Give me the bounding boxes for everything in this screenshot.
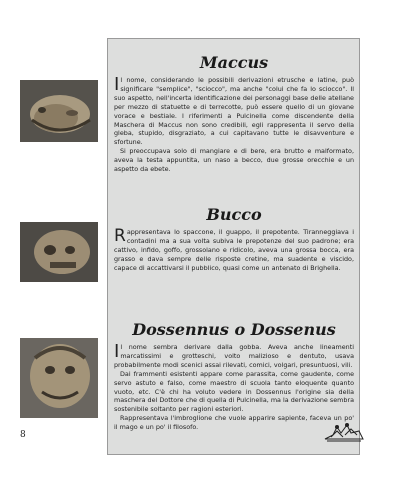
section-title-dossennus: Dossennus o Dossenus: [132, 320, 336, 339]
section-dossennus: [114, 320, 354, 432]
maccus-mask-photo: [20, 80, 98, 142]
dossennus-mask-photo: [20, 338, 98, 418]
maccus-paragraph-2: Si preoccupava solo di mangiare e di bere, era brutto e malformato, aveva la testa appuntita, un naso a becco, due grosse orecchie e un aspetto da ebete.: [114, 147, 354, 174]
bucco-text-1: appresentava lo spaccone, il guappo, il prepotente. Tiranneggiava i contadini ma a sua volta subiva le prepotenze del suo padrone; era cattivo, infido, goffo, grossolano e ridicolo, aveva una grossa bocca, era grasso e dava sempre delle risposte cretine, ma suadente e viscido, capace di accattivarsi il pubblico, quasi come un antenato di Brighella.: [114, 228, 354, 272]
dossennus-paragraph-1: [114, 343, 354, 370]
section-title-maccus: Maccus: [199, 53, 269, 72]
dossennus-paragraph-2: Dai frammenti esistenti appare come parassita, come gaudente, come servo astuto e falso, come maestro di scuola tanto eloquente quanto vuoto, etc. C'è chi ha voluto vedere in Dossennus l'origine sia della maschera del Dottore che di quella di Pulcinella, ma la derivazione sembra sostenibile soltanto per ragioni esteriori.: [114, 369, 354, 414]
maccus-text-1: l nome, considerando le possibili derivazioni etrusche e latine, può significare "semplice", "sciocco", ma anche "colui che fa lo sciocco". Il suo aspetto, nell'incerta identificazione dei personaggi base delle atellane per mezzo di statuette e di terrecotte, può essere quello di un giovane vorace e bestiale. I riferimenti a Pulcinella come discendente della Maschera di Maccus non sono credibili, egli rappresenta il servo della gleba, stupido, disgraziato, a cui capitavano tutte le disavventure e sfortune.: [114, 76, 354, 147]
dropcap: I: [114, 341, 120, 362]
page-number: 8: [20, 430, 26, 440]
dropcap: R: [114, 226, 126, 246]
dropcap: I: [114, 74, 120, 95]
bucco-paragraph-1: [114, 228, 354, 273]
section-bucco: [114, 205, 354, 273]
section-maccus: [114, 53, 354, 174]
dossennus-paragraph-3: Rappresentava l'imbroglione che vuole apparire sapiente, faceva un po' il mago e un po' il filosofo.: [114, 414, 354, 432]
decorative-mask-logo: [323, 419, 365, 443]
dossennus-text-1: l nome sembra derivare dalla gobba. Aveva anche lineamenti marcatissimi e grotteschi, volto malizioso e dentuto, usava probabilmente modi scenici assai rilevati, comici, volgari, presuntuosi, vili.: [114, 343, 354, 369]
text-panel: [107, 38, 360, 455]
maccus-paragraph-1: [114, 76, 354, 147]
bucco-mask-photo: [20, 222, 98, 282]
section-title-bucco: Bucco: [206, 205, 262, 224]
